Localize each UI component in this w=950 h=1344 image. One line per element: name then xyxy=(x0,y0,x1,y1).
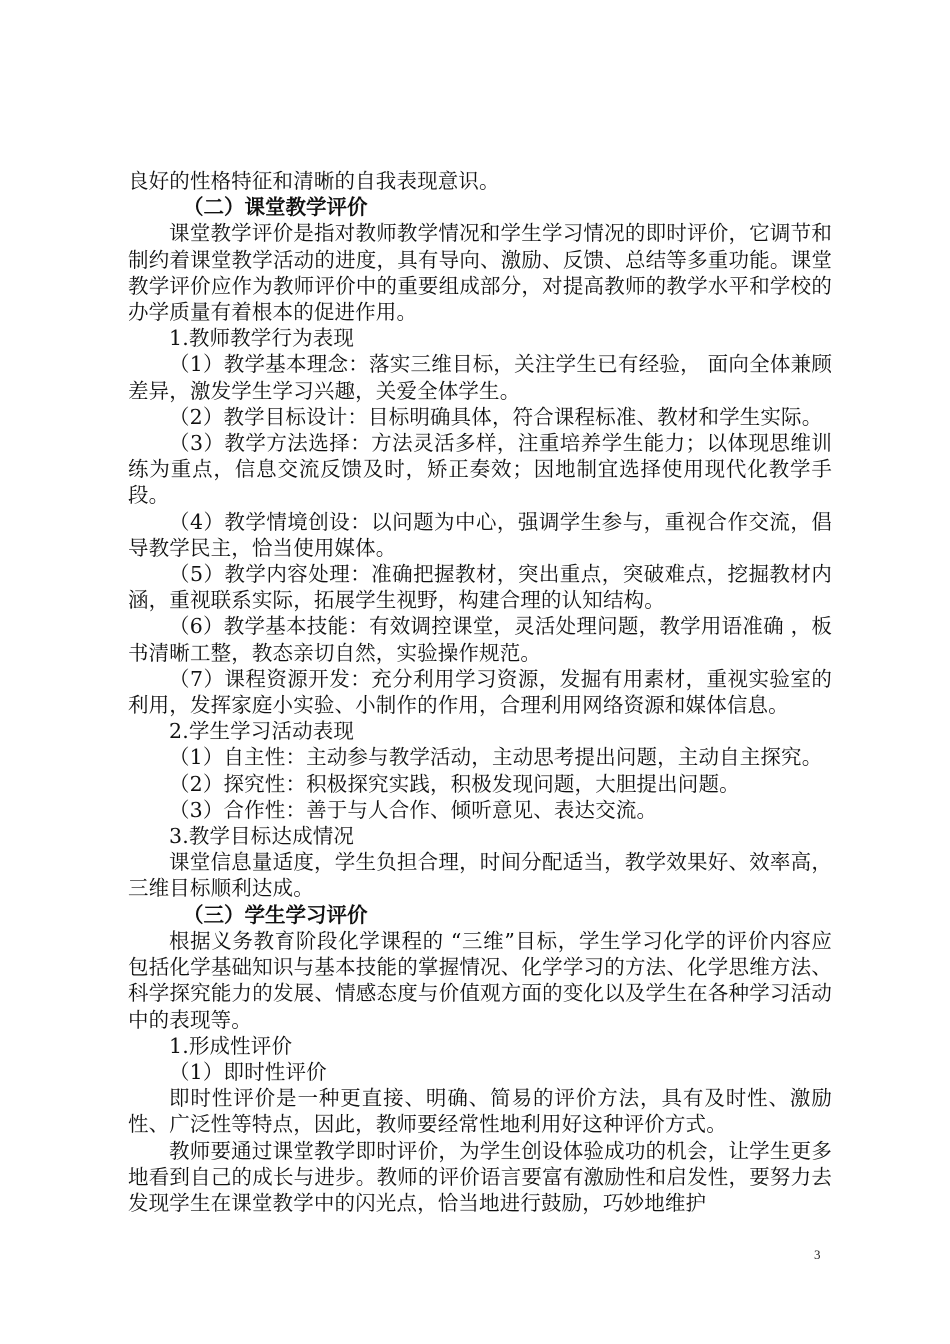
paragraph-classroom-evaluation-intro: 课堂教学评价是指对教师教学情况和学生学习情况的即时评价，它调节和制约着课堂教学活动的进度，具有导向、激励、反馈、总结等多重功能。课堂教学评价应作为教师评价中的重要组成部分，对提高教师的教学水平和学校的办学质量有着根本的促进作用。 xyxy=(128,221,832,325)
list-item-content-handling: （5）教学内容处理：准确把握教材，突出重点，突破难点，挖掘教材内涵，重视联系实际，拓展学生视野，构建合理的认知结构。 xyxy=(128,562,832,613)
list-item-cooperation: （3）合作性：善于与人合作、倾听意见、表达交流。 xyxy=(169,797,658,822)
paragraph-immediate-evaluation-practice: 教师要通过课堂教学即时评价，为学生创设体验成功的机会，让学生更多地看到自己的成长与进步。教师的评价语言要富有激励性和启发性，要努力去发现学生在课堂教学中的闪光点，恰当地进行鼓励，巧妙地维护 xyxy=(128,1138,832,1215)
list-item-inquiry: （2）探究性：积极探究实践，积极发现问题，大胆提出问题。 xyxy=(169,771,740,796)
paragraph-continuation: 良好的性格特征和清晰的自我表现意识。 xyxy=(128,169,500,193)
section-heading-student-evaluation: （三）学生学习评价 xyxy=(183,902,368,927)
list-item-teaching-philosophy: （1）教学基本理念：落实三维目标，关注学生已有经验， 面向全体兼顾差异，激发学生学习兴趣，关爱全体学生。 xyxy=(128,352,832,403)
list-item-autonomy: （1）自主性：主动参与教学活动，主动思考提出问题，主动自主探究。 xyxy=(169,745,823,770)
subheading-formative-evaluation: 1.形成性评价 xyxy=(169,1033,293,1058)
list-item-teaching-situations: （4）教学情境创设：以问题为中心，强调学生参与，重视合作交流，倡导教学民主，恰当使用媒体。 xyxy=(128,509,832,560)
subheading-goal-achievement: 3.教学目标达成情况 xyxy=(169,824,355,849)
paragraph-immediate-evaluation-definition: 即时性评价是一种更直接、明确、简易的评价方法，具有及时性、激励性、广泛性等特点，因此，教师要经常性地利用好这种评价方式。 xyxy=(128,1086,832,1137)
paragraph-student-evaluation-intro: 根据义务教育阶段化学课程的 “三维”目标，学生学习化学的评价内容应包括化学基础知识与基本技能的掌握情况、化学学习的方法、化学思维方法、科学探究能力的发展、情感态度与价值观方面的变化以及学生在各种学习活动中的表现等。 xyxy=(128,928,832,1032)
list-item-teaching-methods: （3）教学方法选择：方法灵活多样，注重培养学生能力；以体现思维训练为重点，信息交流反馈及时，矫正奏效；因地制宜选择使用现代化教学手段。 xyxy=(128,431,832,508)
list-item-teaching-goals: （2）教学目标设计：目标明确具体，符合课程标准、教材和学生实际。 xyxy=(169,404,823,429)
list-item-teaching-skills: （6）教学基本技能：有效调控课堂，灵活处理问题，教学用语准确 ，板书清晰工整，教态亲切自然，实验操作规范。 xyxy=(128,614,832,665)
subheading-teacher-behavior: 1.教师教学行为表现 xyxy=(169,326,355,351)
subheading-student-activities: 2.学生学习活动表现 xyxy=(169,719,355,744)
section-heading-classroom-evaluation: （二）课堂教学评价 xyxy=(183,195,368,220)
subheading-immediate-evaluation: （1）即时性评价 xyxy=(169,1059,327,1084)
paragraph-goal-achievement: 课堂信息量适度，学生负担合理，时间分配适当，教学效果好、效率高，三维目标顺利达成。 xyxy=(128,850,832,901)
document-body xyxy=(128,168,832,1216)
page-number: 3 xyxy=(814,1247,821,1262)
list-item-curriculum-resources: （7）课程资源开发：充分利用学习资源，发掘有用素材，重视实验室的利用，发挥家庭小实验、小制作的作用，合理利用网络资源和媒体信息。 xyxy=(128,666,832,718)
